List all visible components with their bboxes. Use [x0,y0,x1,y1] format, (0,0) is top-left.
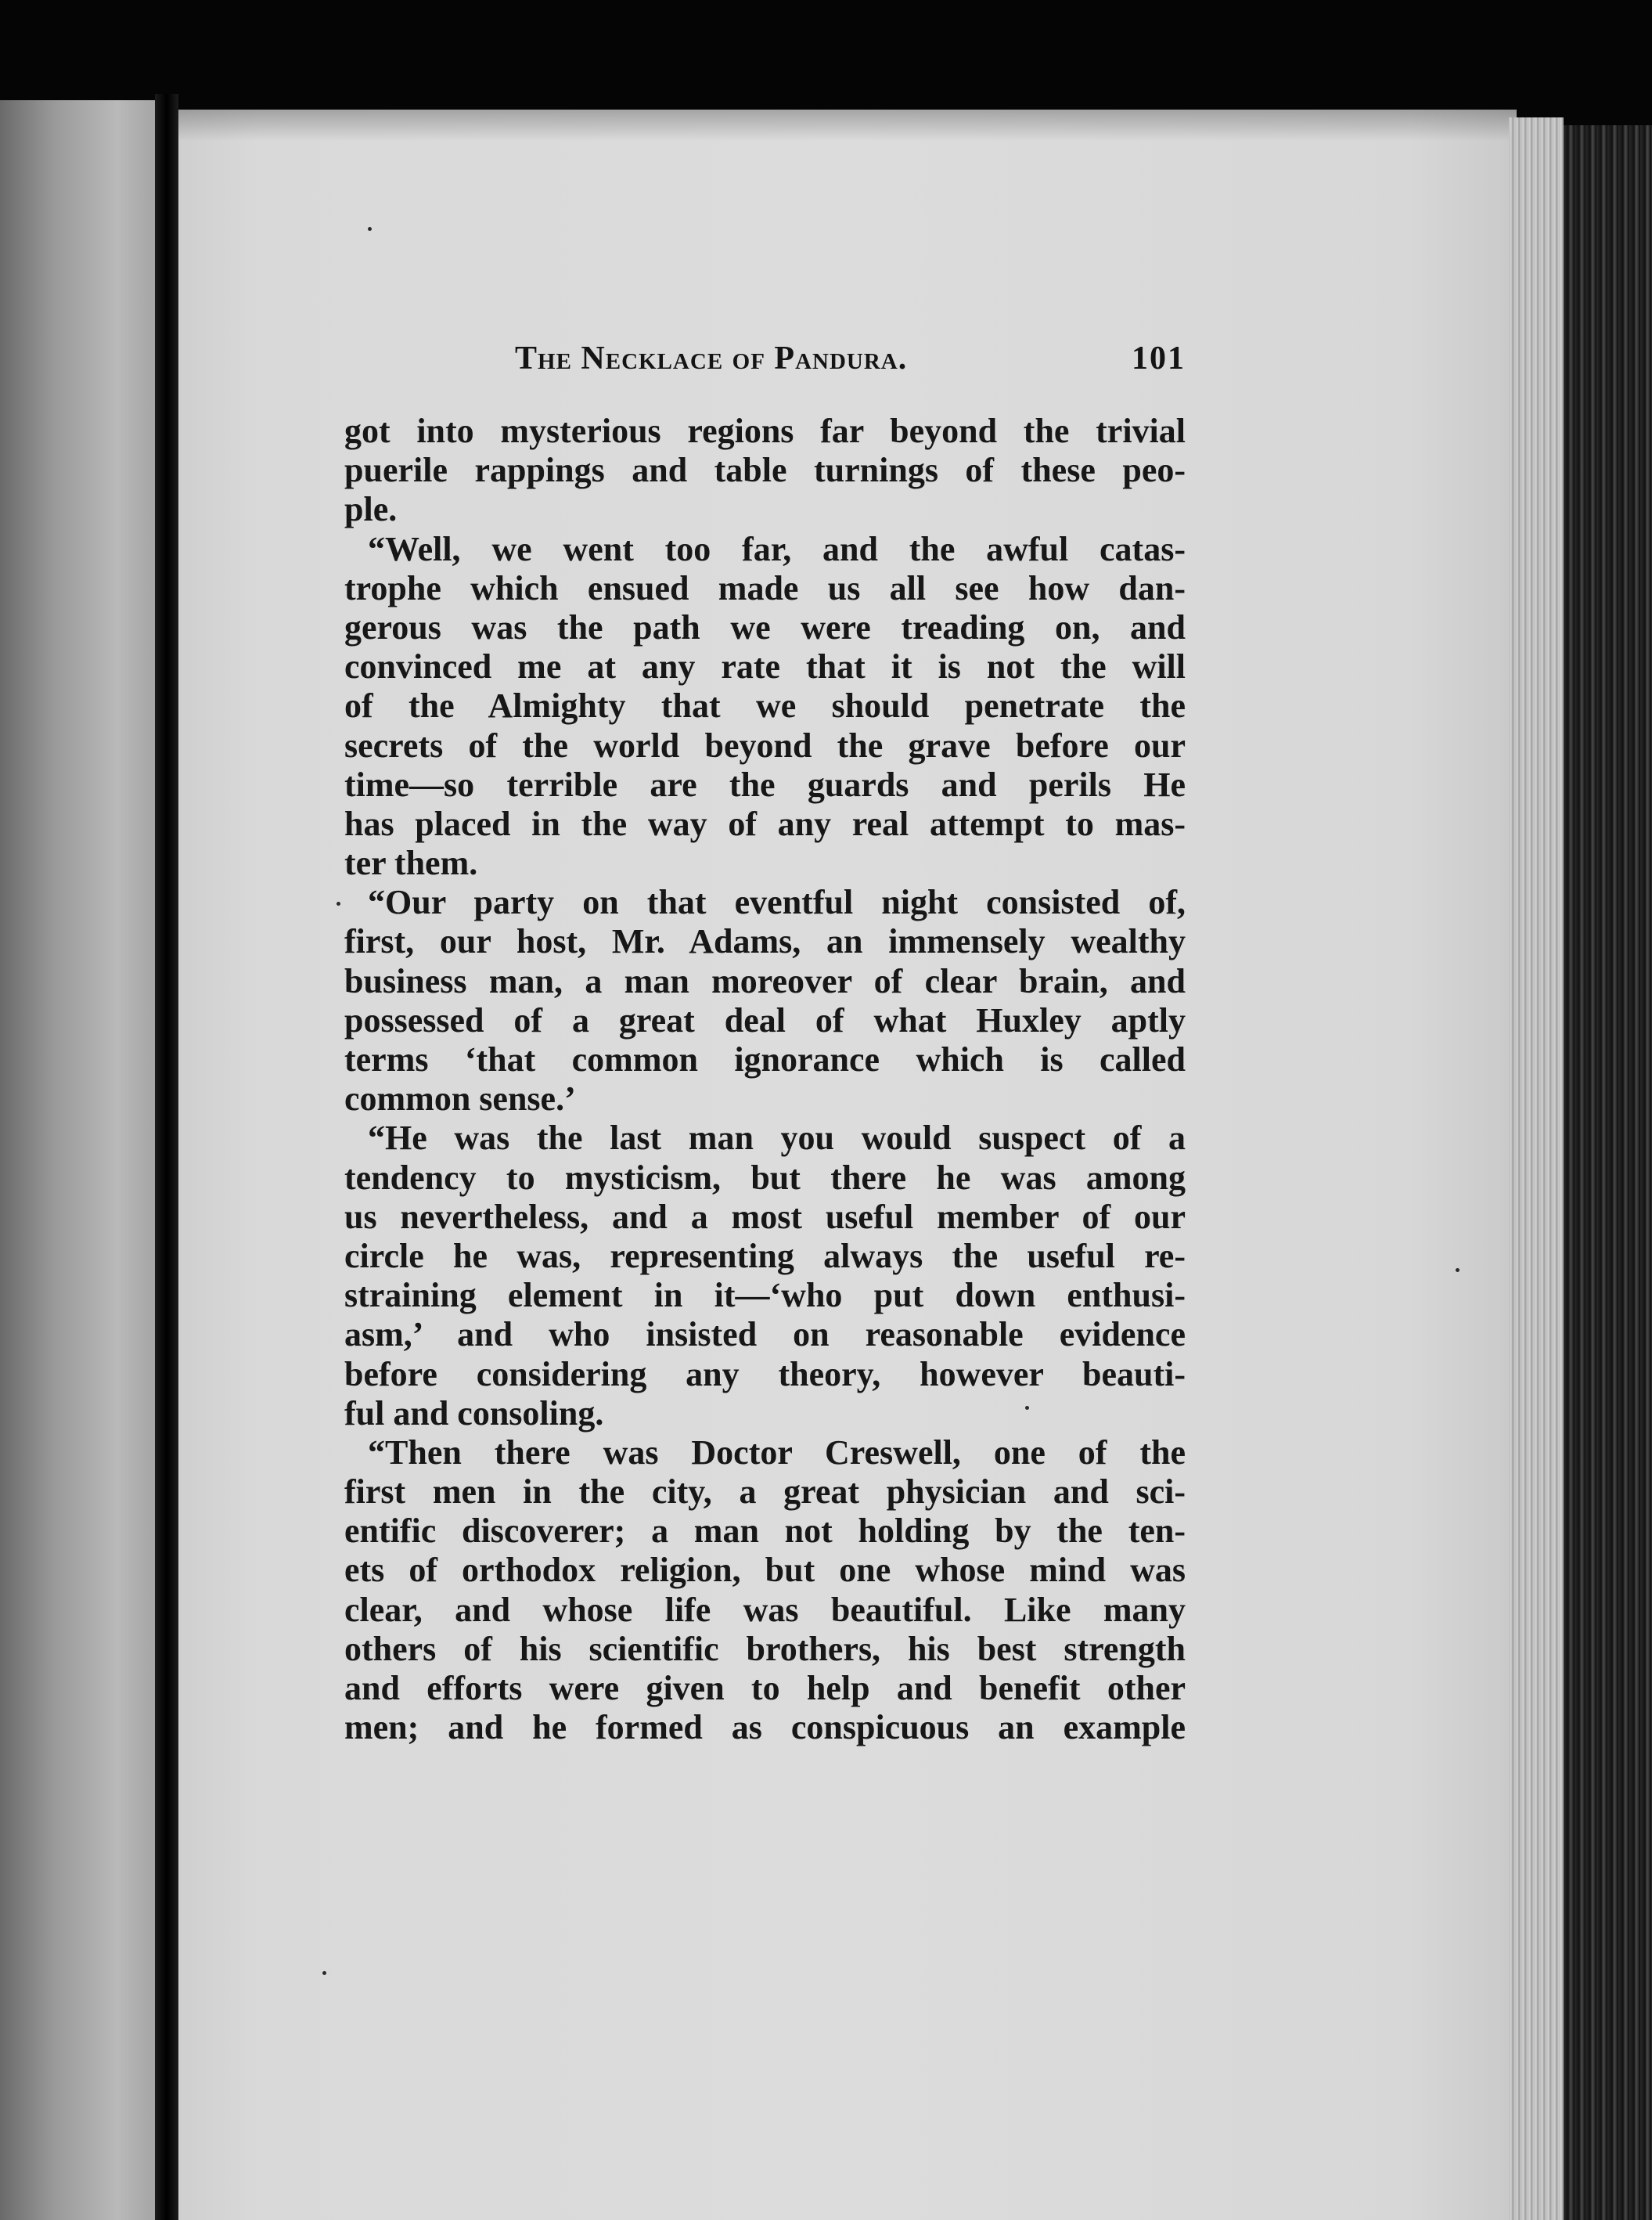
text-line: time—so terrible are the guards and perils He [344,765,1186,804]
text-line: ets of orthodox religion, but one whose mind was [344,1551,1186,1590]
text-line: business man, a man moreover of clear brain, and [344,961,1186,1000]
text-line: others of his scientific brothers, his best strength [344,1629,1186,1668]
text-line: got into mysterious regions far beyond the trivial [344,412,1186,450]
text-line: first men in the city, a great physician and sci- [344,1472,1186,1512]
text-line: clear, and whose life was beautiful. Like many [344,1590,1186,1629]
text-line: possessed of a great deal of what Huxley aptly [344,1000,1186,1040]
text-line: convinced me at any rate that it is not the will [344,647,1186,687]
paper-speck [337,902,340,906]
paper-speck [322,1971,326,1975]
page-fore-edge [1509,117,1564,2220]
text-line: puerile rappings and table turnings of these peo- [344,451,1186,490]
text-line: “Well, we went too far, and the awful catas- [368,529,1186,568]
text-line: terms ‘that common ignorance which is called [344,1040,1186,1079]
running-head-title: The Necklace of Pandura. [515,341,908,377]
text-line: circle he was, representing always the useful re- [344,1236,1186,1275]
text-line: men; and he formed as conspicuous an example [344,1708,1186,1747]
text-line: ter them. [344,844,478,883]
text-line: ful and consoling. [344,1393,604,1433]
text-line: secrets of the world beyond the grave before our [344,726,1186,765]
text-line: trophe which ensued made us all see how dan- [344,568,1186,607]
text-line: common sense.’ [344,1079,576,1119]
text-line: first, our host, Mr. Adams, an immensely wealthy [344,922,1186,961]
book-gutter [155,94,178,2220]
back-cover-edge [1564,125,1652,2220]
text-line: “Then there was Doctor Creswell, one of the [368,1433,1186,1472]
left-page-edge [0,100,157,2220]
text-line: “He was the last man you would suspect of a [368,1119,1186,1158]
text-line: gerous was the path we were treading on, and [344,607,1186,647]
body-text [344,412,1186,1747]
text-line: before considering any theory, however beauti- [344,1354,1186,1393]
text-line: asm,’ and who insisted on reasonable evidence [344,1315,1186,1354]
paper-speck [1456,1268,1459,1272]
text-line: “Our party on that eventful night consisted of, [368,883,1186,922]
running-head [344,335,1186,382]
paper-speck [368,227,372,231]
text-line: us nevertheless, and a most useful member of our [344,1197,1186,1236]
text-line: straining element in it—‘who put down enthusi- [344,1276,1186,1315]
text-line: and efforts were given to help and benefit other [344,1669,1186,1707]
text-line: has placed in the way of any real attempt to mas- [344,804,1186,843]
page-number: 101 [1132,341,1186,377]
text-line: ple. [344,490,398,529]
text-line: of the Almighty that we should penetrate the [344,687,1186,726]
page-top-shadow [178,110,1517,141]
text-line: tendency to mysticism, but there he was among [344,1158,1186,1197]
text-line: entific discoverer; a man not holding by the ten- [344,1512,1186,1551]
